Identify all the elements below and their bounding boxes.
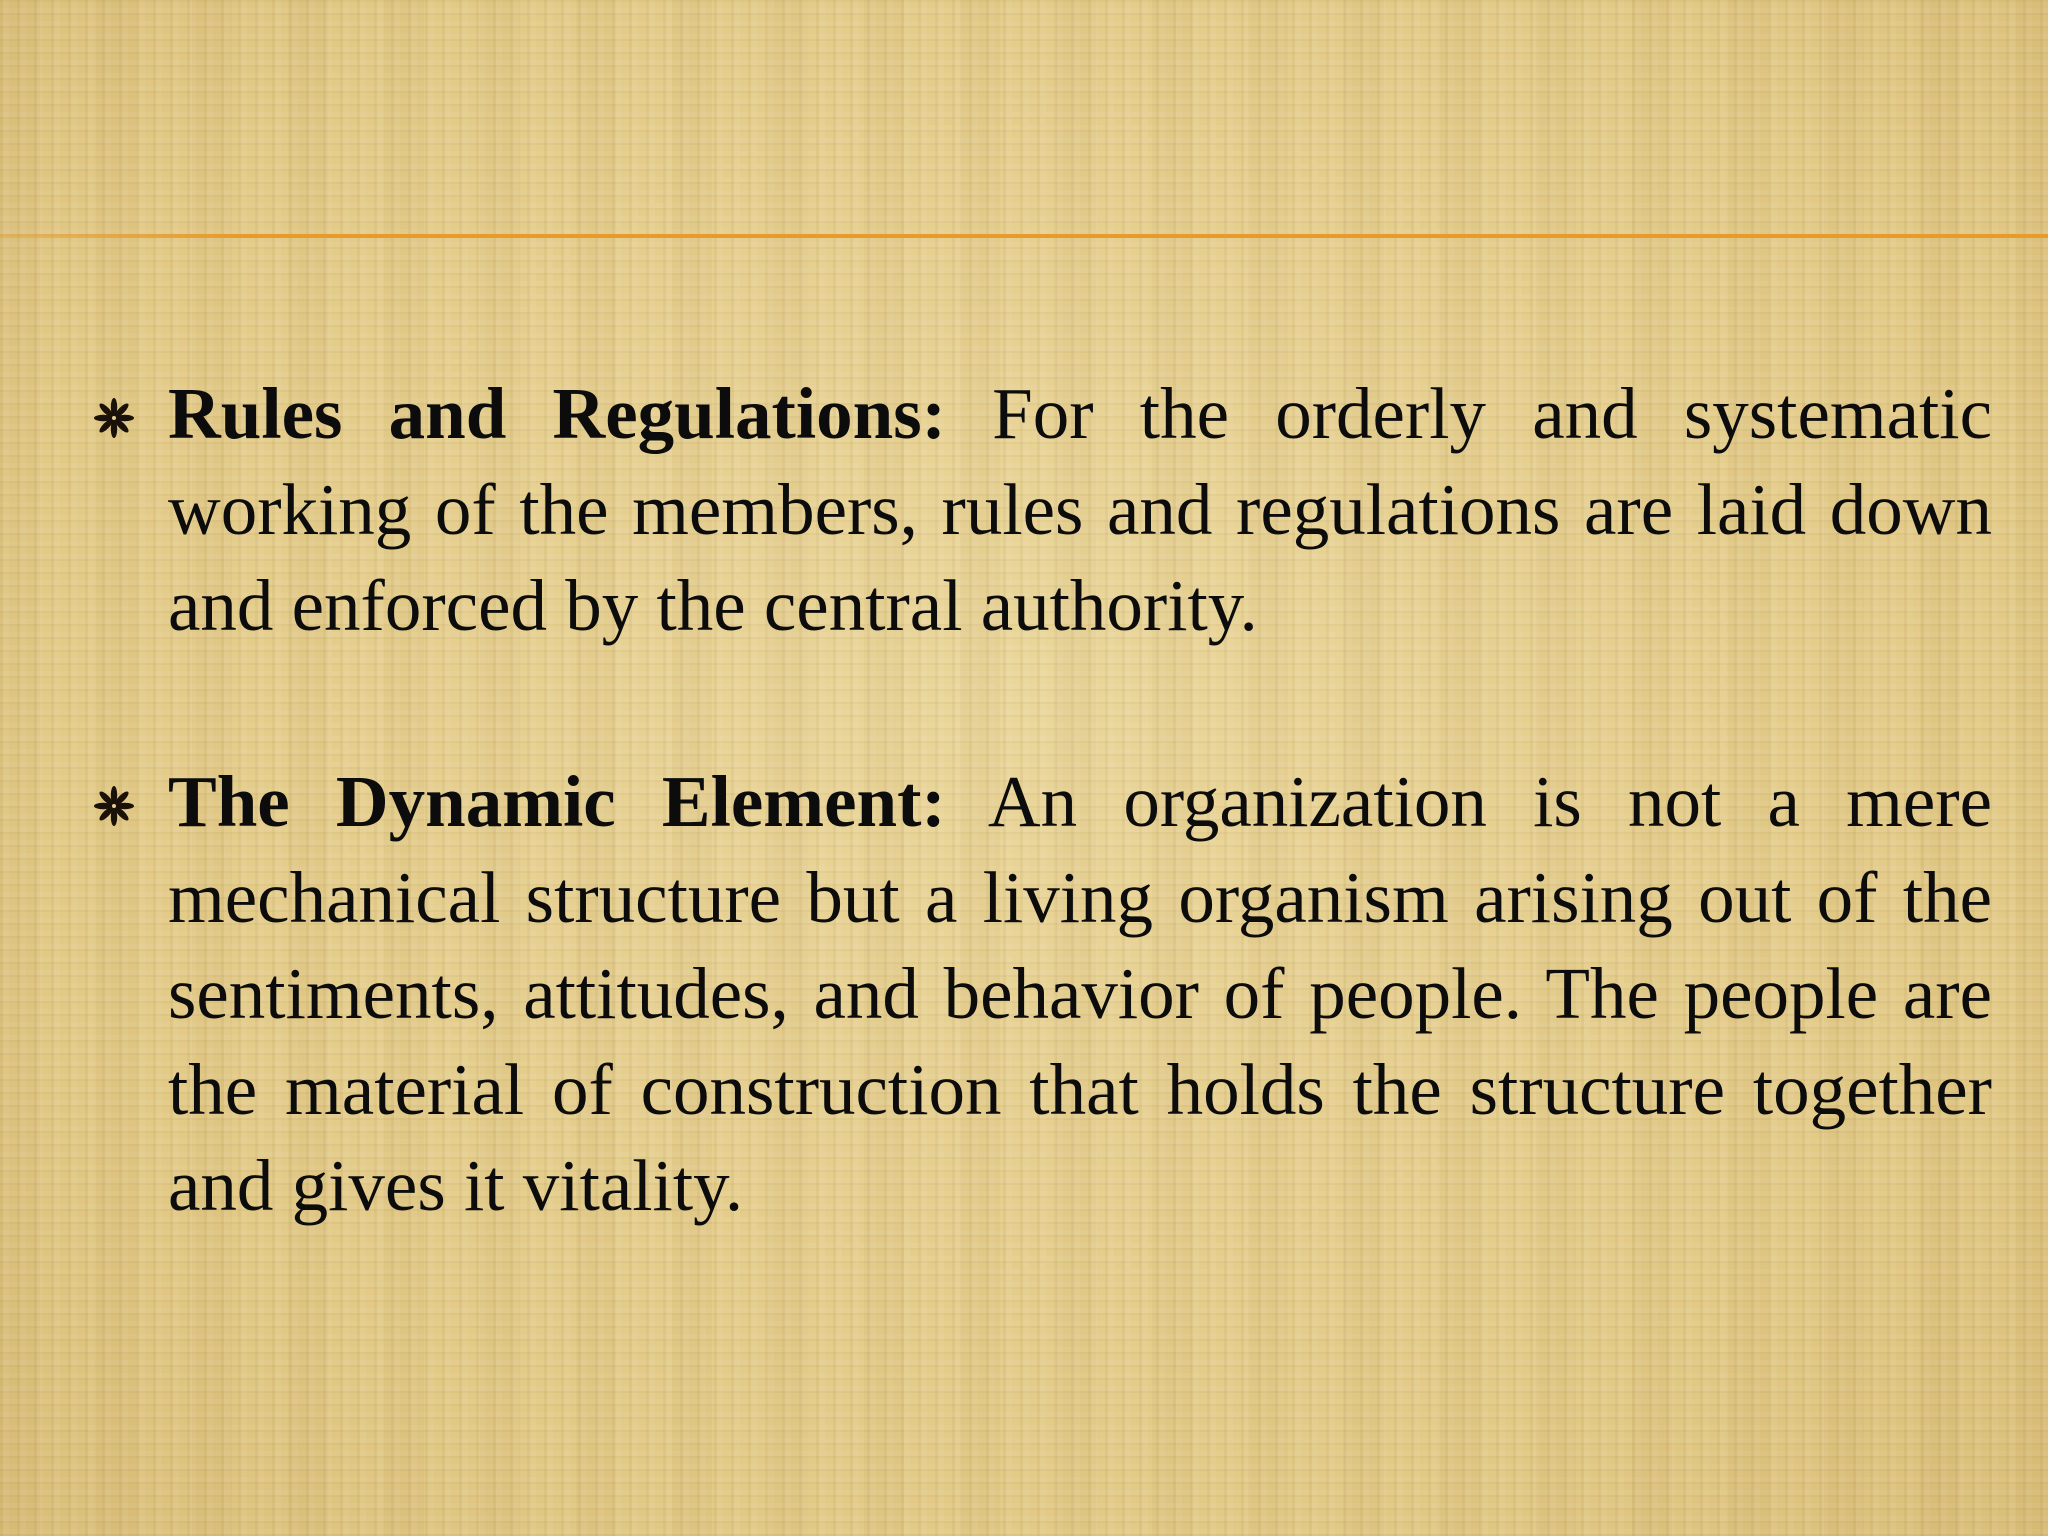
asterisk-flower-icon xyxy=(92,784,136,828)
bullet-heading: The Dynamic Element: xyxy=(168,761,946,842)
bullet-body: An organization is not a mere mechanical structure but a living organism arising out of the sentiments, attitudes, and behavior of people. The people are the material of construction that holds the structure together and gives it vitality. xyxy=(168,761,1992,1226)
bullet-body: For the orderly and systematic working of the members, rules and regulations are laid down and enforced by the central authority. xyxy=(168,373,1992,646)
bullet-item-dynamic xyxy=(92,754,1992,1234)
slide-content xyxy=(92,366,1992,1234)
bullet-heading: Rules and Regulations: xyxy=(168,373,946,454)
header-divider xyxy=(0,234,2048,238)
bullet-paragraph xyxy=(168,366,1992,654)
asterisk-flower-icon xyxy=(92,396,136,440)
bullet-item-rules xyxy=(92,366,1992,654)
bullet-paragraph xyxy=(168,754,1992,1234)
